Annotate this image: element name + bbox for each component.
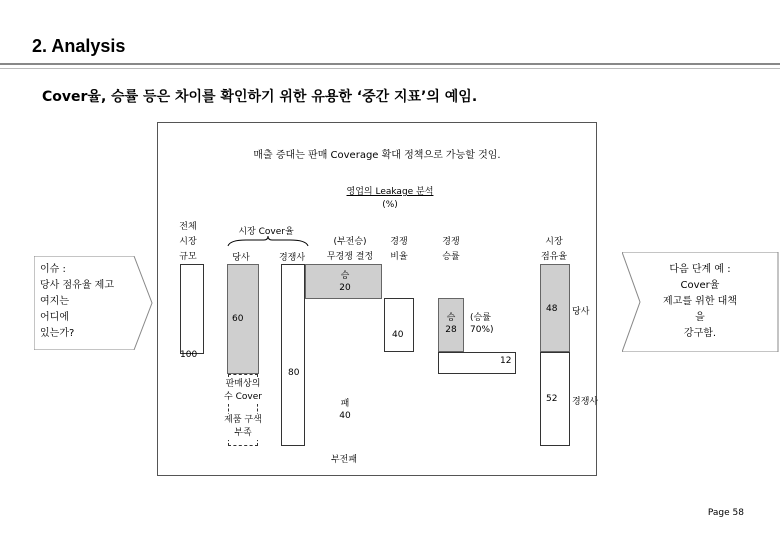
unfought-win-label xyxy=(330,270,360,294)
value-compete: 40 xyxy=(392,330,404,340)
col-compete-ratio-line: 비율 xyxy=(390,252,408,262)
issue-line: 있는가? xyxy=(40,328,75,339)
uncovered-sales-line: 판매상의 xyxy=(225,379,261,389)
value-total: 100 xyxy=(180,350,198,360)
issue-note xyxy=(40,262,114,342)
win-rate-note-value: 70%) xyxy=(470,325,494,335)
next-step-line: 을 xyxy=(695,312,705,323)
compete-win-label xyxy=(440,312,462,336)
title-rule xyxy=(0,63,780,65)
value-compete-loss: 12 xyxy=(500,356,512,366)
page-number: Page 58 xyxy=(707,508,744,518)
col-total-market-line: 전체 xyxy=(179,222,197,232)
uncovered-sales-note xyxy=(216,378,270,404)
bar-total-market xyxy=(180,264,204,354)
product-gap-line: 제품 구색 xyxy=(224,415,262,425)
unfought-win-text: 승 xyxy=(340,271,350,281)
bar-compete xyxy=(384,298,414,352)
win-rate-note-text: (승률 xyxy=(470,313,491,323)
cover-brace xyxy=(226,236,310,248)
col-compete-win xyxy=(436,235,466,265)
col-market-share-line: 점유율 xyxy=(540,252,568,262)
unfought-win-value: 20 xyxy=(339,283,351,293)
uncovered-sales-line: 수 Cover xyxy=(224,392,262,402)
col-market-cover: 시장 Cover율 xyxy=(238,227,294,237)
next-step-note xyxy=(640,262,760,342)
label-competitor-right: 경쟁사 xyxy=(572,397,599,407)
col-unfought-line: (부전승) xyxy=(333,237,367,247)
col-our-company: 당사 xyxy=(232,253,250,263)
col-compete-win-line: 승률 xyxy=(442,252,460,262)
next-step-line: 다음 단계 예 : xyxy=(669,264,731,275)
value-cover-ours: 60 xyxy=(232,314,244,324)
col-total-market-line: 규모 xyxy=(179,252,197,262)
next-step-line: 강구함. xyxy=(683,328,717,339)
label-ours-right: 당사 xyxy=(572,307,590,317)
product-gap-line: 부족 xyxy=(234,428,252,438)
next-step-line: Cover율 xyxy=(680,280,720,291)
value-share-competitor: 52 xyxy=(546,394,558,404)
win-rate-note xyxy=(470,312,494,336)
chart-unit: (%) xyxy=(382,200,398,210)
compete-win-text: 승 xyxy=(446,313,456,323)
chart-heading: 영업의 Leakage 분석 xyxy=(346,187,434,197)
value-share-ours: 48 xyxy=(546,304,558,314)
issue-title: 이슈 : xyxy=(40,264,66,275)
issue-line: 어디에 xyxy=(40,312,69,323)
col-compete-win-line: 경쟁 xyxy=(442,237,460,247)
col-market-share-line: 시장 xyxy=(545,237,563,247)
col-unfought-line: 무경쟁 결정 xyxy=(326,252,374,262)
col-total-market xyxy=(168,220,208,265)
col-competitor: 경쟁사 xyxy=(278,253,306,263)
slide-title: 2. Analysis xyxy=(32,36,126,56)
value-cover-competitor: 80 xyxy=(288,368,300,378)
product-gap-note xyxy=(216,414,270,440)
chart-caption: 매출 증대는 판매 Coverage 확대 정책으로 가능할 것임. xyxy=(253,150,501,161)
unfought-loss-label: 부전패 xyxy=(330,455,358,465)
slide-subtitle: Cover율, 승률 등은 차이를 확인하기 위한 유용한 ‘중간 지표’의 예임. xyxy=(42,89,478,105)
col-unfought xyxy=(318,235,382,265)
col-market-share xyxy=(536,235,572,265)
loss-value: 40 xyxy=(339,411,351,421)
loss-label xyxy=(330,398,360,422)
col-compete-ratio xyxy=(384,235,414,265)
col-compete-ratio-line: 경쟁 xyxy=(390,237,408,247)
compete-win-value: 28 xyxy=(445,325,457,335)
next-step-line: 제고를 위한 대책 xyxy=(663,296,737,307)
col-total-market-line: 시장 xyxy=(179,237,197,247)
issue-line: 당사 점유율 제고 xyxy=(40,280,114,291)
loss-text: 패 xyxy=(340,399,350,409)
issue-line: 여지는 xyxy=(40,296,69,307)
bar-cover-competitor xyxy=(281,264,305,446)
title-rule-thin xyxy=(0,68,780,69)
